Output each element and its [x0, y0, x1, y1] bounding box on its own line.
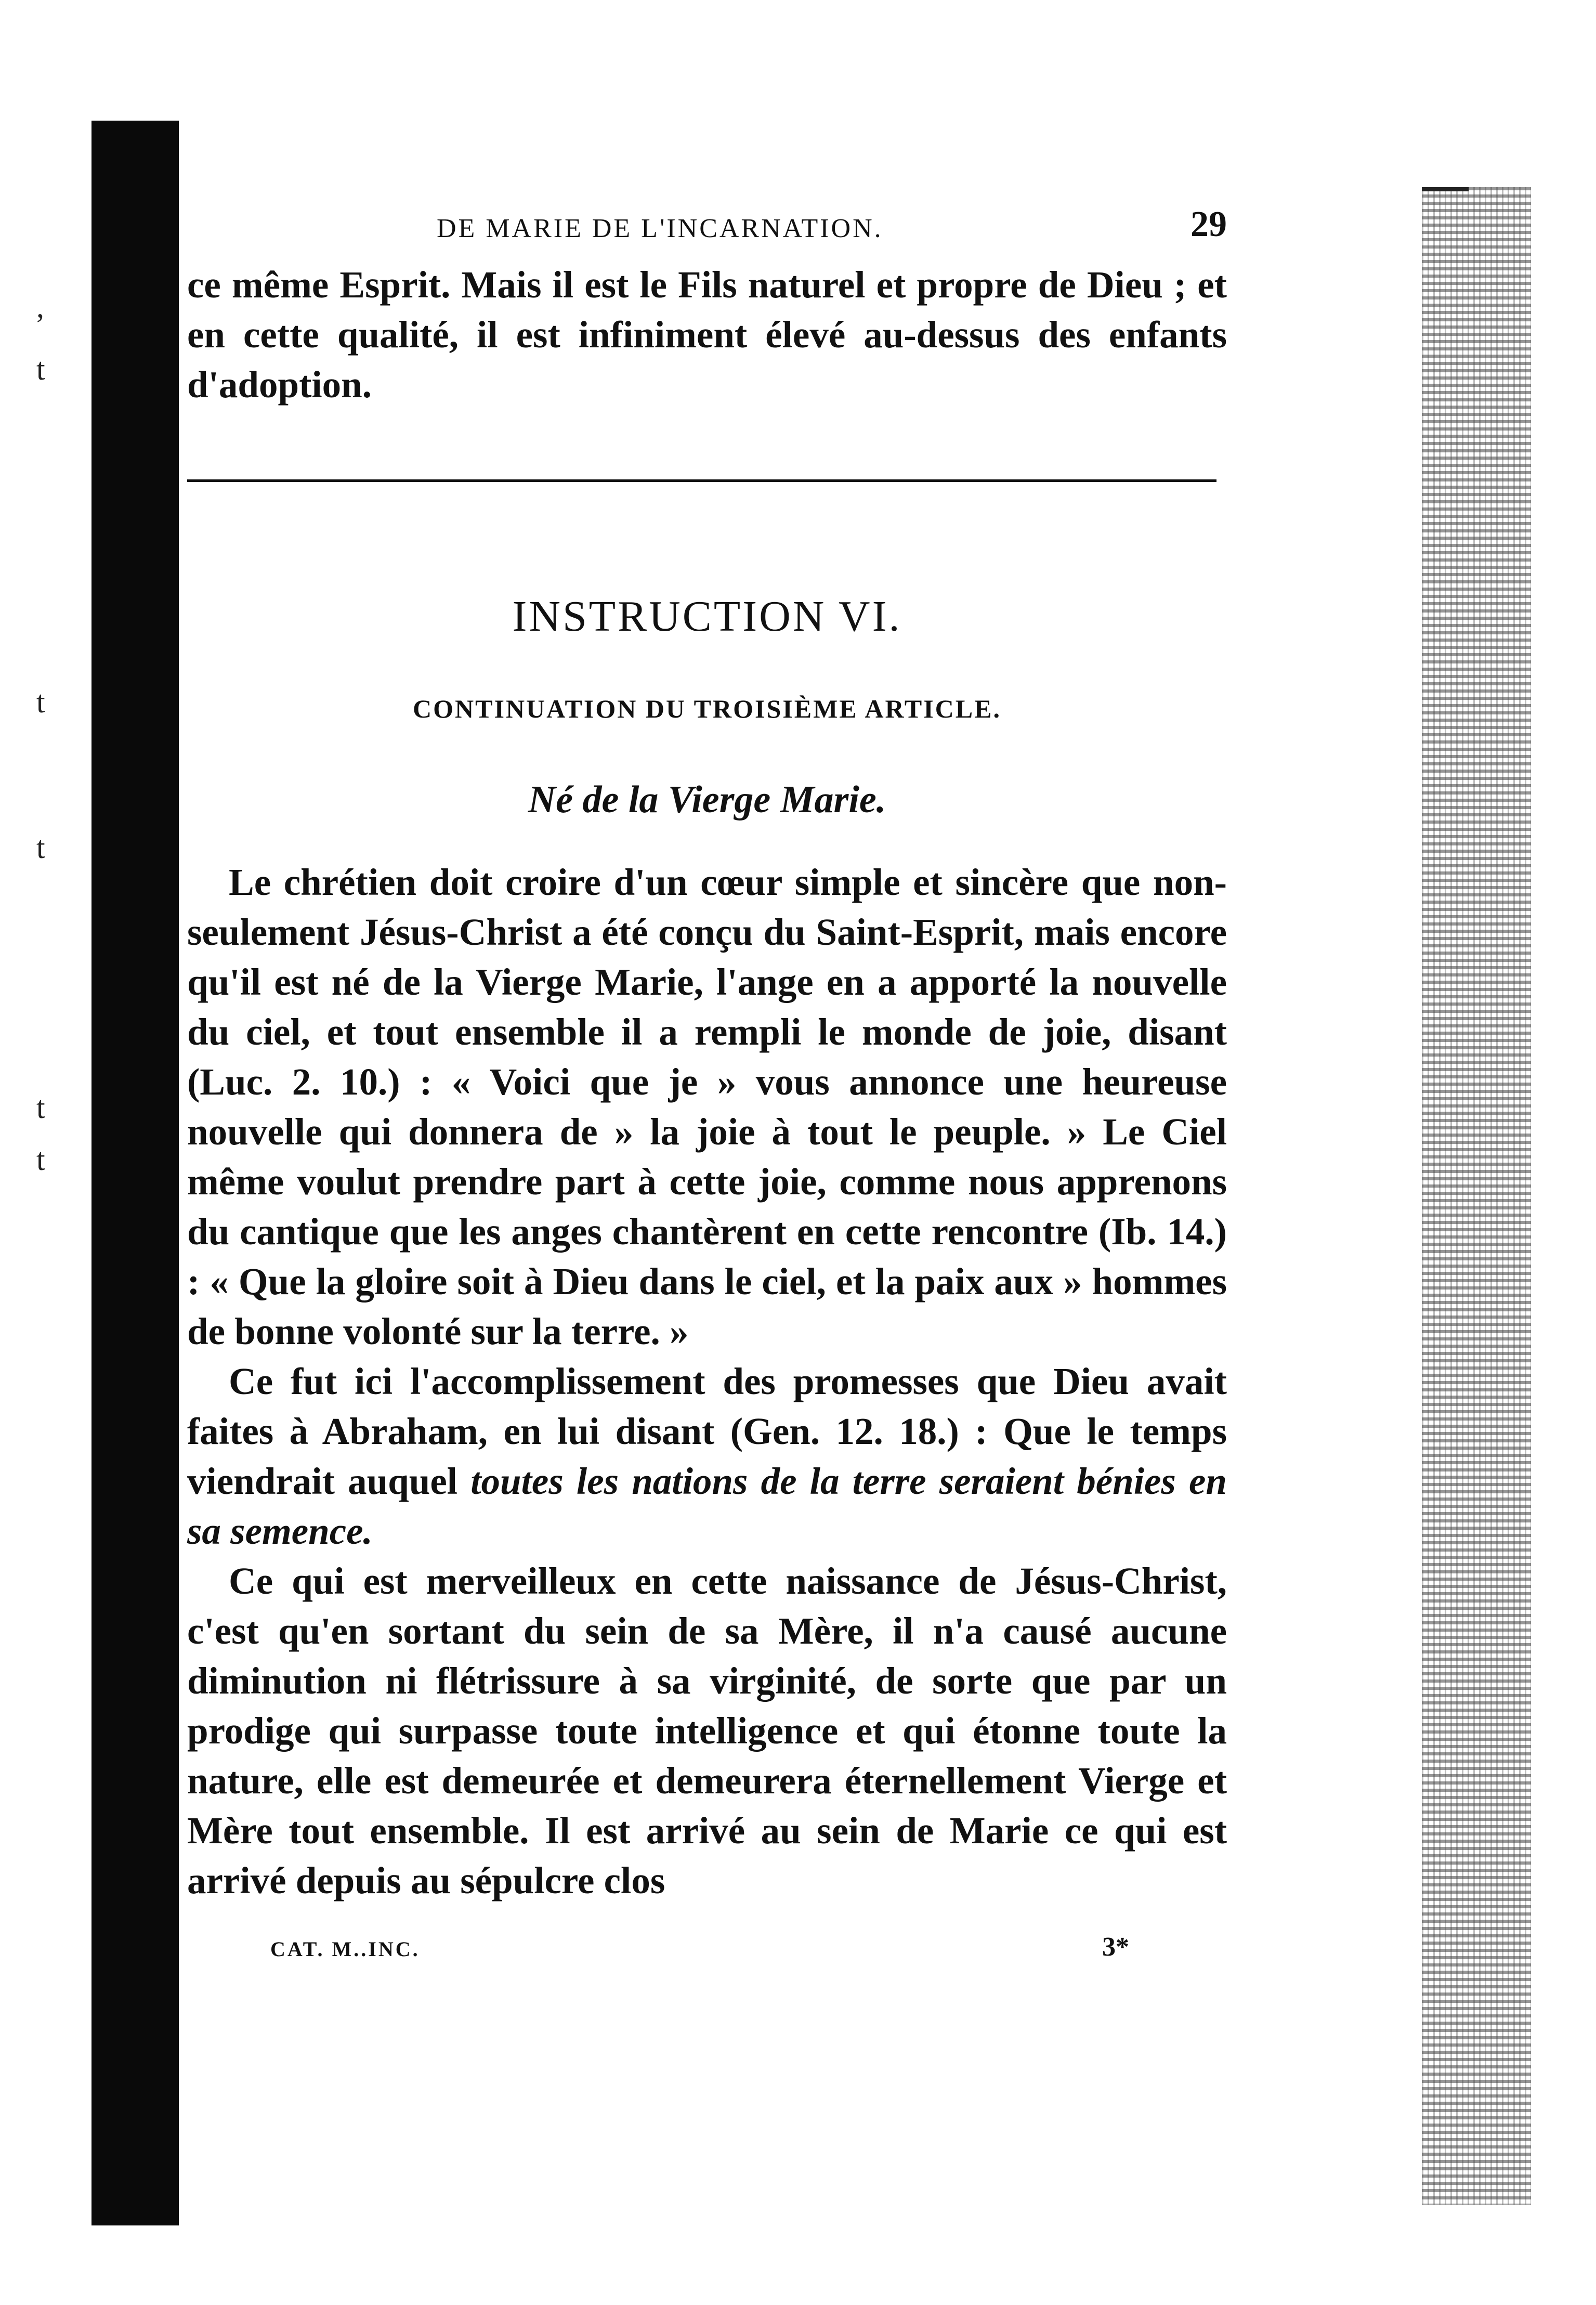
scan-page-edge [1422, 187, 1531, 2205]
page-header [187, 198, 1227, 260]
paragraph-2-text: Ce fut ici l'accomplissement des promesses que Dieu avait faites à Abraham, en lui disant (Gen. 12. 18.) : Que le temps viendrait auquel [187, 1360, 1227, 1502]
running-head: DE MARIE DE L'INCARNATION. [437, 214, 883, 243]
continuation-paragraph: ce même Esprit. Mais il est le Fils naturel et propre de Dieu ; et en cette qualité, il est infiniment élevé au-dessus des enfants d'adoption. [187, 264, 1227, 406]
article-heading: Né de la Vierge Marie. [528, 778, 886, 821]
paragraph-2 [187, 1357, 1227, 1556]
page-footer [187, 1932, 1227, 1984]
paragraph-2-italic: toutes les nations de la terre seraient bénies en sa semence. [187, 1460, 1227, 1552]
paragraph-1: Le chrétien doit croire d'un cœur simple et sincère que non-seulement Jésus-Christ a été conçu du Saint-Esprit, mais encore qu'il est né de la Vierge Marie, l'ange en a apporté la nouvelle du ciel, et tout ensemble il a rempli le monde de joie, disant (Luc. 2. 10.) : « Voici que je » vous annonce une heureuse nouvelle qui donnera de » la joie à tout le peuple. » Le Ciel même voulut prendre part à cette joie, comme nous apprenons du cantique que les anges chantèrent en cette rencontre (Ib. 14.) : « Que la gloire soit à Dieu dans le ciel, et la paix aux » hommes de bonne volonté sur la terre. » [187, 861, 1227, 1352]
section-subtitle: CONTINUATION DU TROISIÈME ARTICLE. [413, 694, 1001, 723]
left-margin-bleed: , t t t t t [36, 290, 45, 1177]
signature-mark: CAT. M..INC. [270, 1937, 420, 1961]
scan-binding-shadow [91, 121, 179, 2225]
book-page [187, 198, 1227, 1984]
section-title: INSTRUCTION VI. [512, 592, 902, 641]
page-number: 29 [1191, 204, 1227, 244]
sheet-mark: 3* [1102, 1932, 1129, 1962]
section-divider [187, 479, 1216, 482]
paragraph-3: Ce qui est merveilleux en cette naissance de Jésus-Christ, c'est qu'en sortant du sein de sa Mère, il n'a causé aucune diminution ni flétrissure à sa virginité, de sorte que par un prodige qui surpasse toute intelligence et qui étonne toute la nature, elle est demeurée et demeurera éternellement Vierge et Mère tout ensemble. Il est arrivé au sein de Marie ce qui est arrivé depuis au sépulcre clos [187, 1560, 1227, 1902]
scan-edge-mark [1422, 187, 1469, 191]
